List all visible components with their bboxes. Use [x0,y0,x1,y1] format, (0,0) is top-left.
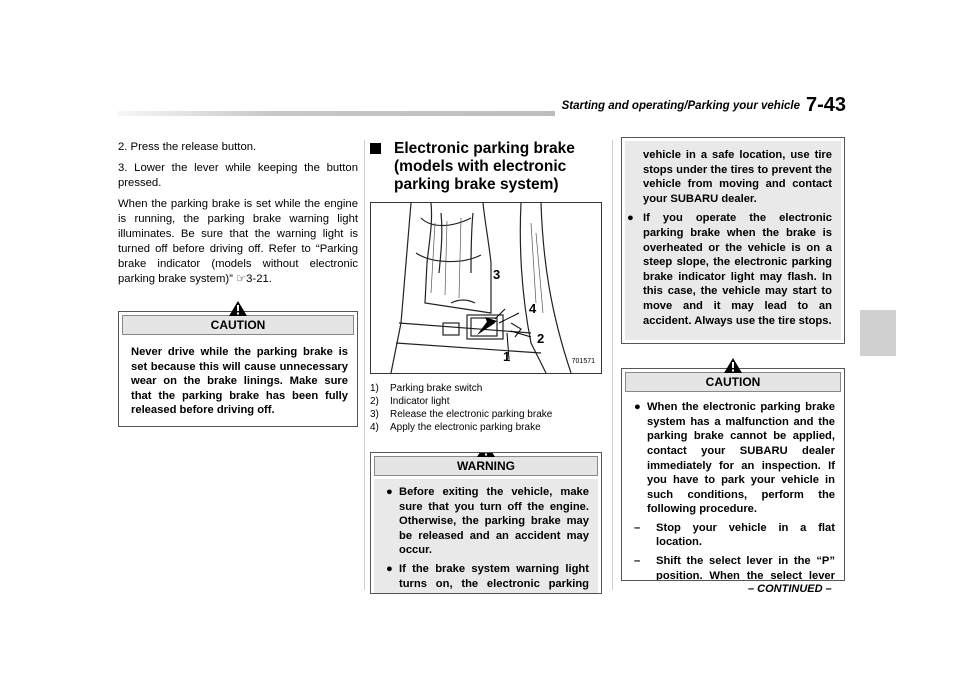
section-heading-text: Electronic parking brake (models with electronic parking brake system) [394,140,575,193]
warning-continued-body [625,141,841,340]
warning-bullet: ● If the brake system warning light turns on, the electronic parking [386,562,589,590]
caution-triangle-icon [228,300,248,317]
caution-triangle-icon [723,357,743,374]
caution-box-right [621,368,845,581]
column-divider [612,140,613,590]
body-paragraph: When the parking brake is set while the engine is running, the parking brake warning light illuminates. Be sure that the warning light is turned off before driving off. Refer to “Parking brake indicator (models without electronic parking brake system)” ☞3-21. [118,198,358,285]
caution-text: Never drive while the parking brake is set because this will cause unnecessary wear on the brake linings. Make sure that the parking brake has been fully released before driving off. [131,346,348,417]
column-divider [364,140,365,590]
parking-brake-figure [370,202,602,374]
left-column [118,140,358,427]
warning-body [374,479,598,594]
caution-header-right [625,372,841,392]
caution-box [118,311,358,427]
section-title: Starting and operating/Parking your vehicle [561,100,800,112]
chapter-tab [860,310,896,356]
caution-bullet: ● When the electronic parking brake system has a malfunction and the parking brake cannot be applied, contact your SUBARU dealer immediately for an inspection. If you have to park your vehicle in such conditions, perform the following procedure. [634,401,835,516]
callout-4: 4 [529,301,537,316]
warning-box-continued [621,137,845,344]
callout-2: 2 [537,331,545,346]
legend-item: 3) Release the electronic parking brake [370,409,553,420]
step-3: 3. Lower the lever while keeping the button pressed. [118,162,358,189]
legend-item: 2) Indicator light [370,396,450,407]
warning-bullet: ● If you operate the electronic parking brake when the brake is overheated or the vehicle is on a steep slope, the electronic parking brake indicator light may flash. In this case, the vehicle may start to move and it may lead to an accident. Always use the tire stops. [627,212,832,327]
figure-legend [370,382,602,434]
callout-3: 3 [493,267,501,282]
warning-label: WARNING [457,459,515,473]
legend-item: 4) Apply the electronic parking brake [370,422,541,433]
page-number: 7-43 [806,94,847,116]
warning-bullet: ● Before exiting the vehicle, make sure that you turn off the engine. Otherwise, the parking brake may be released and an accident may occur. [386,486,589,557]
caution-label: CAUTION [705,375,761,390]
caution-subitem: – Stop your vehicle in a flat location. [634,521,835,549]
figure-code: 701571 [571,358,595,365]
warning-header [374,456,598,476]
header-rule [118,111,555,116]
section-heading [370,140,602,194]
caution-body-right [622,395,844,580]
caution-label: CAUTION [210,318,266,332]
middle-column [370,140,602,594]
warning-box [370,452,602,594]
console-illustration [371,203,601,373]
caution-header [122,315,354,335]
warning-triangle-icon [476,452,496,458]
right-column [621,137,845,581]
step-2: 2. Press the release button. [118,141,257,153]
legend-item: 1) Parking brake switch [370,383,483,394]
continued-footer: – CONTINUED – [748,583,832,595]
warning-continued-text: vehicle in a safe location, use tire stops under the tires to prevent the vehicle from moving and contact your SUBARU dealer. [643,149,832,205]
callout-1: 1 [503,349,511,364]
section-square-icon [370,143,381,154]
caution-subitem: – Shift the select lever in the “P” position. When the select lever [634,555,835,581]
